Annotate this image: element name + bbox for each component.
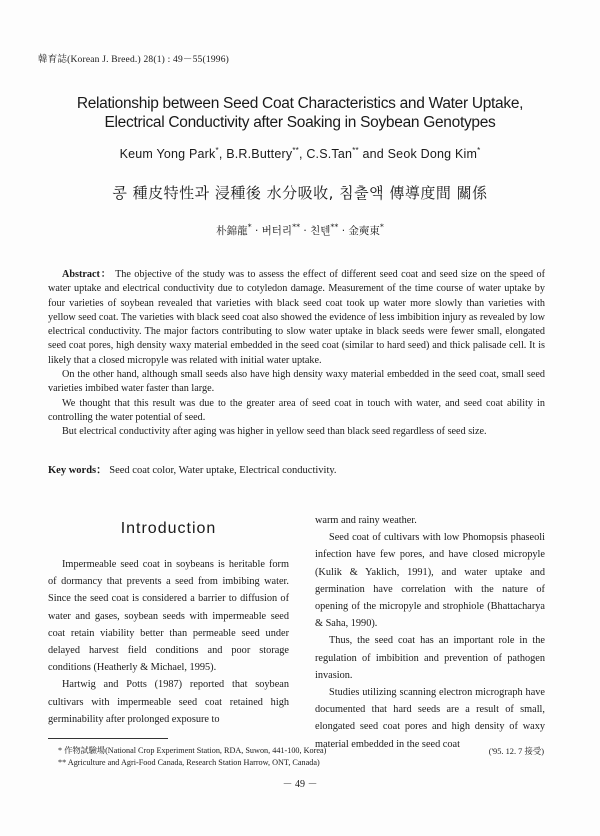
keywords [48,462,337,477]
korean-title: 콩 種皮特性과 浸種後 水分吸收, 침출액 傳導度間 關係 [112,184,488,202]
body-paragraph: Studies utilizing scanning electron micrograph have documented that hard seeds are a result of small, elongated seed coat pores and high density of waxy material embedded in the seed coat [315,687,545,750]
footnote-affiliation-2: ** Agriculture and Agri-Food Canada, Research Station Harrow, ONT, Canada) [58,758,320,767]
author-separator: , [218,147,227,161]
author-list [40,147,560,161]
affiliation-mark: ** [330,222,339,232]
page-number: － 49 － [282,779,318,790]
keywords-label: Key words： [48,465,107,476]
author-separator: · [338,225,349,237]
affiliation-mark: * [247,222,252,232]
keywords-text: Seed coat color, Water uptake, Electrical conductivity. [109,465,337,476]
abstract-paragraph: We thought that this result was due to the greater area of seed coat in touch with water, and seed coat ability in controlling the water potential of seed. [48,397,545,423]
body-paragraph: Thus, the seed coat has an important role in the regulation of imbibition and prevention of pathogen invasion. [315,635,545,681]
body-paragraph: Seed coat of cultivars with low Phomopsis phaseoli infection have few pores, and have closed micropyle (Kulik & Yaklich, 1991), and water uptake and germination have correlation with the nature of opening of the micropyle and strophiole (Bhattacharya & Saha, 1990). [315,532,545,630]
abstract-label: Abstract： [62,269,112,280]
korean-author-name: 金奭東 [348,225,380,237]
abstract-paragraph: But electrical conductivity after aging was higher in yellow seed than black seed regardless of seed size. [62,426,487,438]
author-name: B.R.Buttery [226,147,293,161]
paper-title [40,94,560,132]
footnote-divider [48,738,168,739]
affiliation-mark: ** [292,222,301,232]
affiliation-mark: * [379,222,384,232]
affiliation-mark: * [215,145,219,155]
left-column-text [48,556,289,728]
author-name: C.S.Tan [306,147,353,161]
author-separator: and [358,147,388,161]
author-name: Keum Yong Park [119,147,216,161]
abstract-text: The objective of the study was to assess the effect of different seed coat and seed size on the speed of water uptake and electrical conductivity due to cotyledon damage. Measurement of the time course of water uptake by four varieties of soybean revealed that varieties with black seed coat took up water more slowly than varieties with yellow seed coat. The varieties with black seed coat also showed the evidence of less imbibition injury as revealed by low electrical conductivity. The major factors contributing to slow water uptake in black seeds were fewer small, elongated seed coat pores, high density waxy material embedded in the seed coat (similar to hard seed) and thick palisade cell. It is likely that a closed micropyle was related with initial water uptake. [48,269,545,366]
abstract [48,268,545,440]
title-line-2: Electrical Conductivity after Soaking in Soybean Genotypes [104,114,496,131]
section-heading-introduction: Introduction [120,520,217,537]
journal-citation: 韓育誌(Korean J. Breed.) 28(1) : 49－55(1996) [38,55,230,65]
abstract-paragraph: On the other hand, although small seeds also have high density waxy material embedded in the seed coat, small seed varieties imbibed water faster than large. [48,369,545,395]
left-column [48,520,289,728]
footnote-affiliation-1: * 作物試驗場(National Crop Experiment Station, RDA, Suwon, 441-100, Korea) [58,746,327,755]
author-name: Seok Dong Kim [387,147,478,161]
affiliation-mark: ** [352,145,359,155]
author-separator: · [251,225,262,237]
title-line-1: Relationship between Seed Coat Characteristics and Water Uptake, [76,95,524,112]
right-column [315,512,545,753]
affiliation-mark: * [477,145,481,155]
affiliation-mark: ** [292,145,299,155]
korean-author-name: 버터리 [261,225,293,237]
korean-author-name: 친텐 [310,225,331,237]
author-separator: · [300,225,311,237]
body-paragraph: Impermeable seed coat in soybeans is heritable form of dormancy that prevents a seed from imbibing water. Since the seed coat is considered a barrier to diffusion of water and gases, soybean seeds with impermeable seed coat retain viability better than permeable seed under delayed harvest field conditions and poor storage conditions (Heatherly & Michael, 1995). [48,559,289,674]
abstract-paragraph [48,268,545,368]
korean-author-list [40,223,560,238]
right-column-text [315,512,545,753]
body-paragraph: Hartwig and Potts (1987) reported that soybean cultivars with impermeable seed coat retained high germinability after prolonged exposure to [48,679,289,725]
body-paragraph: warm and rainy weather. [315,515,417,526]
korean-author-name: 朴錦龍 [216,225,248,237]
author-separator: , [298,147,307,161]
received-date: ('95. 12. 7 接受) [488,747,544,756]
